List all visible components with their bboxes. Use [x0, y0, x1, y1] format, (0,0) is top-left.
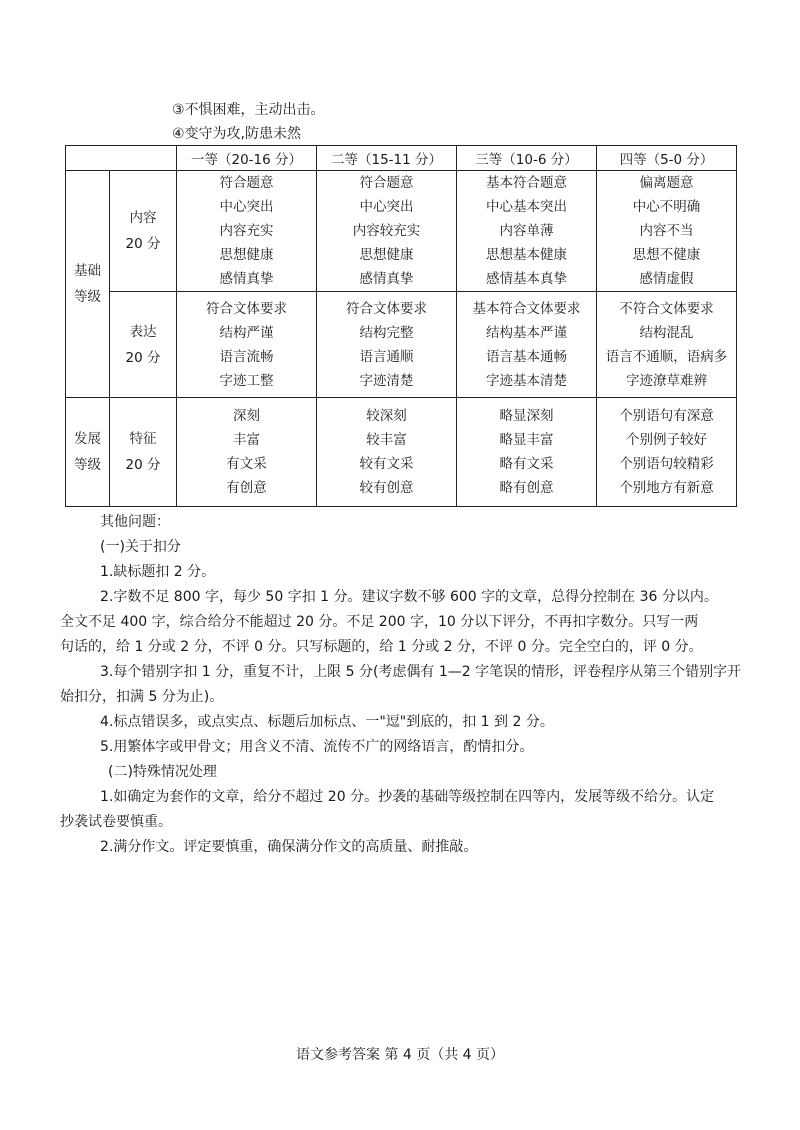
criterion: 结构严谨: [219, 324, 274, 341]
intro-line: ③不惧困难，主动出击。: [172, 102, 325, 118]
page-footer: 语文参考答案 第 4 页（共 4 页）: [295, 1047, 505, 1063]
criterion: 感情真挚: [219, 271, 274, 287]
criterion: 字迹工整: [219, 372, 274, 389]
criterion: 较丰富: [366, 432, 407, 448]
criterion: 略显深刻: [499, 408, 554, 424]
criterion: 个别语句有深意: [619, 408, 714, 424]
note-item-continued: 始扣分，扣满 5 分为止)。: [60, 689, 224, 705]
note-item: 4.标点错误多，或点实点、标题后加标点、一"逗"到底的，扣 1 到 2 分。: [100, 714, 554, 730]
section-title: (二)特殊情况处理: [108, 764, 217, 780]
note-item: 5.用繁体字或甲骨文；用含义不清、流传不广的网络语言，酌情扣分。: [100, 739, 534, 755]
criterion: 个别例子较好: [626, 432, 707, 448]
row-score: 20 分: [125, 236, 161, 252]
expression-grade-1: [177, 292, 317, 398]
note-item-continued: 抄袭试卷要慎重。: [60, 814, 172, 830]
table-header-row: [66, 146, 737, 171]
criterion: 语言不通顺，语病多: [605, 348, 728, 365]
group-development-label: 发展等级: [74, 431, 101, 473]
row-label: 表达: [129, 323, 157, 340]
note-item-continued: 句话的，给 1 分或 2 分，不评 0 分。只写标题的，给 1 分或 2 分，不评 0 分。完全空白的，评 0 分。: [60, 639, 703, 655]
row-label: 内容: [129, 210, 157, 226]
criterion: 基本符合题意: [486, 175, 567, 191]
table-row-content: [66, 171, 737, 292]
criterion: 有创意: [226, 480, 267, 496]
criterion: 个别语句较精彩: [619, 456, 714, 472]
criterion: 符合文体要求: [206, 300, 287, 317]
section-title: (一)关于扣分: [100, 539, 181, 555]
feature-grade-2: [317, 398, 457, 507]
criterion: 符合文体要求: [346, 300, 427, 317]
header-blank: [66, 146, 177, 171]
other-issues-notes: [60, 510, 742, 860]
row-label-content: [110, 171, 177, 292]
criterion: 思想不健康: [632, 247, 701, 263]
row-score: 20 分: [125, 349, 161, 366]
notes-heading: 其他问题：: [100, 514, 170, 530]
criterion: 较有文采: [359, 456, 414, 472]
row-label-feature: [110, 398, 177, 507]
criterion: 思想健康: [219, 247, 274, 263]
expression-grade-4: [597, 292, 737, 398]
criterion: 符合题意: [359, 175, 414, 191]
table-row-feature: [66, 398, 737, 507]
group-development: [66, 398, 110, 507]
criterion: 语言基本通畅: [486, 348, 567, 365]
note-item: 1.如确定为套作的文章，给分不超过 20 分。抄袭的基础等级控制在四等内，发展等级不给分。认定: [100, 789, 715, 805]
criterion: 字迹潦草难辨: [626, 372, 707, 389]
content-grade-1: [177, 171, 317, 292]
criterion: 语言流畅: [219, 348, 274, 365]
note-item-continued: 全文不足 400 字，综合给分不能超过 20 分。不足 200 字，10 分以下评分，不再扣字数分。只写一两: [60, 614, 699, 630]
criterion: 有文采: [226, 456, 267, 472]
group-basic: [66, 171, 110, 398]
group-basic-label: 基础等级: [74, 263, 101, 305]
intro-line: ④变守为攻,防患未然: [172, 126, 302, 142]
intro-lines: [172, 98, 325, 146]
criterion: 较有创意: [359, 480, 414, 496]
criterion: 结构混乱: [639, 324, 694, 341]
criterion: 中心突出: [219, 199, 274, 215]
criterion: 结构完整: [359, 324, 414, 341]
expression-grade-2: [317, 292, 457, 398]
criterion: 字迹清楚: [359, 372, 414, 389]
feature-grade-3: [457, 398, 597, 507]
criterion: 感情真挚: [359, 271, 414, 287]
note-item: 2.字数不足 800 字，每少 50 字扣 1 分。建议字数不够 600 字的文章，总得分控制在 36 分以内。: [100, 589, 718, 605]
criterion: 略有创意: [499, 480, 554, 496]
criterion: 略显丰富: [499, 432, 554, 448]
criterion: 个别地方有新意: [619, 480, 714, 496]
criterion: 符合题意: [219, 175, 274, 191]
criterion: 基本符合文体要求: [472, 300, 581, 317]
row-score: 20 分: [125, 457, 161, 473]
criterion: 语言通顺: [359, 348, 414, 365]
criterion: 思想基本健康: [486, 247, 567, 263]
criterion: 字迹基本清楚: [486, 372, 567, 389]
criterion: 思想健康: [359, 247, 414, 263]
criterion: 丰富: [233, 432, 260, 448]
header-grade-4: 四等（5-0 分）: [597, 146, 737, 171]
criterion: 感情虚假: [639, 271, 694, 287]
criterion: 偏离题意: [639, 175, 694, 191]
criterion: 较深刻: [366, 408, 407, 424]
criterion: 不符合文体要求: [619, 300, 714, 317]
criterion: 中心不明确: [632, 199, 701, 215]
criterion: 中心突出: [359, 199, 414, 215]
header-grade-3: 三等（10-6 分）: [457, 146, 597, 171]
criterion: 内容不当: [639, 223, 694, 239]
feature-grade-4: [597, 398, 737, 507]
table-row-expression: [66, 292, 737, 398]
row-label: 特征: [129, 431, 157, 447]
feature-grade-1: [177, 398, 317, 507]
criterion: 结构基本严谨: [486, 324, 567, 341]
content-grade-3: [457, 171, 597, 292]
note-item: 2.满分作文。评定要慎重，确保满分作文的高质量、耐推敲。: [100, 839, 478, 855]
content-grade-2: [317, 171, 457, 292]
header-grade-2: 二等（15-11 分）: [317, 146, 457, 171]
note-item: 1.缺标题扣 2 分。: [100, 564, 216, 580]
row-label-expression: [110, 292, 177, 398]
expression-grade-3: [457, 292, 597, 398]
header-grade-1: 一等（20-16 分）: [177, 146, 317, 171]
content-grade-4: [597, 171, 737, 292]
criterion: 内容单薄: [499, 223, 554, 239]
criterion: 略有文采: [499, 456, 554, 472]
criterion: 内容充实: [219, 223, 274, 239]
criterion: 感情基本真挚: [486, 271, 567, 287]
criterion: 中心基本突出: [486, 199, 567, 215]
scoring-rubric-table: [65, 145, 737, 507]
note-item: 3.每个错别字扣 1 分，重复不计，上限 5 分(考虑偶有 1—2 字笔误的情形，评卷程序从第三个错别字开: [100, 664, 742, 680]
criterion: 深刻: [233, 408, 260, 424]
criterion: 内容较充实: [352, 223, 421, 239]
